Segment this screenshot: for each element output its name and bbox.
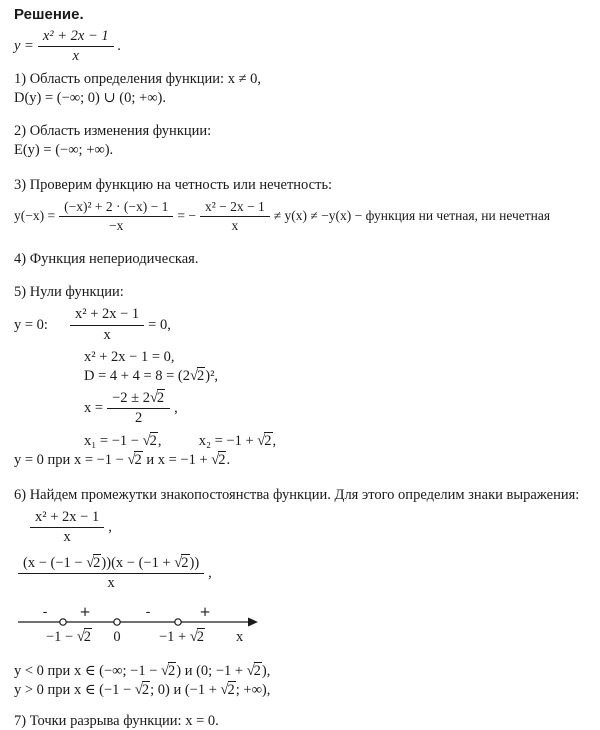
number-line-diagram — [14, 605, 294, 653]
axis-arrow-icon — [248, 618, 258, 627]
step1-domain-line: 1) Область определения функции: x ≠ 0, — [14, 70, 262, 87]
fraction-numerator: x² + 2x − 1 — [38, 28, 114, 47]
fraction-denominator: 2 — [134, 410, 143, 427]
sqrt-radical: √2 — [86, 554, 101, 571]
fraction-denominator: x — [103, 326, 111, 343]
point-label: −1 − √2 — [45, 629, 92, 646]
fraction-numerator: x² + 2x − 1 — [30, 509, 104, 528]
step6-positive-intervals: y > 0 при x ∈ (−1 − √2; 0) и (−1 + √2; +∞), — [14, 682, 271, 699]
step2-range-line: 2) Область изменения функции: — [14, 122, 212, 139]
step5-root-formula — [84, 387, 586, 431]
axis-label: x — [236, 629, 244, 646]
zeros-fraction — [70, 306, 144, 344]
interval-sign: - — [42, 604, 48, 621]
parity-lhs: y(−x) = — [14, 208, 56, 224]
formula-lhs: y = — [14, 38, 34, 55]
interval-sign: + — [79, 604, 91, 621]
parity-fraction-1 — [59, 199, 173, 234]
fraction-denominator: x — [72, 48, 79, 65]
open-point-icon — [60, 619, 66, 625]
step3-header: 3) Проверим функцию на четность или нечетность: — [14, 176, 333, 193]
step2-range-set: E(y) = (−∞; +∞). — [14, 141, 114, 158]
step6-negative-intervals: y < 0 при x ∈ (−∞; −1 − √2) и (0; −1 + √2), — [14, 663, 271, 680]
step5-conclusion: y = 0 при x = −1 − √2 и x = −1 + √2. — [14, 451, 231, 468]
step5-zero-equation — [14, 303, 586, 347]
step6-expression-fraction — [26, 506, 586, 550]
fraction-denominator: x — [107, 574, 115, 591]
point-label: −1 + √2 — [158, 629, 205, 646]
step7-discontinuity-line: 7) Точки разрыва функции: x = 0. — [14, 713, 219, 730]
equation-lhs: x = — [84, 400, 104, 417]
main-fraction — [38, 28, 114, 66]
root-2: x₂ = −1 + √2, — [198, 432, 277, 449]
fraction-numerator: x² + 2x − 1 — [70, 306, 144, 325]
sign-fraction-1 — [30, 509, 104, 547]
sign-fraction-2 — [18, 555, 204, 593]
sqrt-radical: √2 — [76, 629, 92, 646]
sqrt-radical: √2 — [161, 663, 176, 680]
comma: , — [108, 519, 112, 536]
sqrt-radical: √2 — [211, 451, 226, 468]
point-label: 0 — [113, 629, 121, 646]
sqrt-radical: √2 — [142, 432, 157, 449]
fraction-denominator: x — [231, 217, 239, 233]
fraction-denominator: −x — [109, 217, 124, 233]
root-fraction — [107, 390, 170, 428]
sqrt-radical: √2 — [220, 682, 235, 699]
step6-header: 6) Найдем промежутки знакопостоянства функции. Для этого определим знаки выражения: — [14, 486, 580, 503]
equation-lhs: y = 0: — [14, 316, 48, 333]
sqrt-radical: √2 — [189, 629, 205, 646]
step5-quadratic-equation: x² + 2x − 1 = 0, — [84, 348, 175, 365]
fraction-numerator: x² − 2x − 1 — [200, 199, 270, 217]
comma: , — [174, 400, 178, 417]
step5-header: 5) Нули функции: — [14, 284, 124, 301]
sqrt-radical: √2 — [257, 432, 272, 449]
fraction-denominator: x — [63, 529, 71, 546]
main-function-formula — [14, 25, 586, 69]
interval-sign: - — [145, 604, 151, 621]
sqrt-radical: √2 — [127, 451, 142, 468]
sqrt-radical: √2 — [190, 367, 205, 384]
open-point-icon — [175, 619, 181, 625]
parity-conclusion: ≠ y(x) ≠ −y(x) − функция ни четная, ни нечетная — [273, 208, 551, 224]
step3-parity-formula — [14, 196, 586, 237]
open-point-icon — [114, 619, 120, 625]
sqrt-radical: √2 — [246, 663, 261, 680]
fraction-numerator: −2 ± 2√2 — [107, 390, 170, 409]
parity-mid: = − — [177, 208, 196, 224]
step5-roots-line — [84, 433, 586, 450]
parity-fraction-2 — [200, 199, 270, 234]
sqrt-radical: √2 — [174, 554, 189, 571]
step6-factored-fraction — [14, 552, 586, 596]
root-1: x₁ = −1 − √2, — [84, 432, 162, 449]
page-title: Решение. — [14, 6, 84, 23]
sqrt-radical: √2 — [134, 682, 150, 699]
step1-domain-set: D(y) = (−∞; 0) ∪ (0; +∞). — [14, 89, 166, 106]
fraction-numerator: (x − (−1 − √2))(x − (−1 + √2)) — [18, 555, 204, 574]
step5-discriminant: D = 4 + 4 = 8 = (2√2)², — [84, 367, 219, 384]
equation-rhs: = 0, — [148, 316, 171, 333]
step4-aperiodic-line: 4) Функция непериодическая. — [14, 251, 199, 268]
fraction-numerator: (−x)² + 2 · (−x) − 1 — [59, 199, 173, 217]
comma: , — [208, 564, 212, 581]
interval-sign: + — [199, 604, 211, 621]
sqrt-radical: √2 — [149, 389, 165, 406]
formula-period: . — [117, 38, 122, 55]
